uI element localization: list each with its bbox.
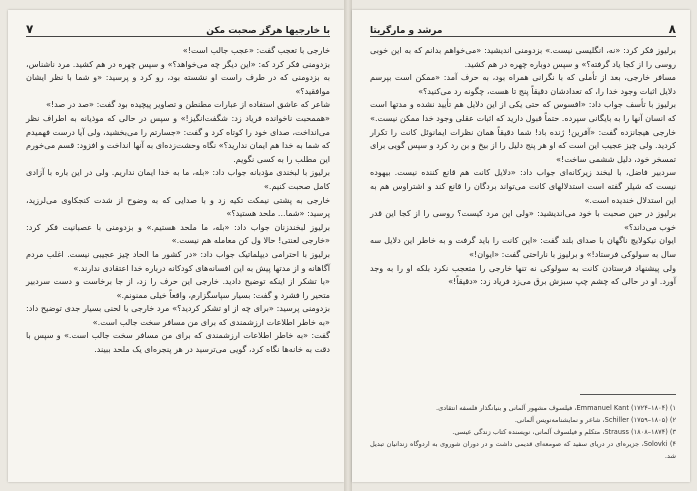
paragraph: برلیوز فکر کرد: «نه، انگلیسی نیست.» بزدومنی اندیشید: «می‌خواهم بدانم که به این خوبی روسی را از کجا یاد گرفته؟» و سپس دوباره چهره در هم کشید. [370, 45, 676, 69]
paragraph: بزدومنی پرسید: «برای چه از او تشکر کردید؟» مرد خارجی با لحنی بسیار جدی توضیح داد: «به خاطر اطلاعات ارزشمندی که برای من مسافر سخت جالب است.» [26, 303, 330, 327]
paragraph: «با تشکر از اینکه توضیح دادید. خارجی این حرف را زد، از جا برخاست و دست سردبیر متحیر را فشرد و گفت: بسیار سپاسگزارم، واقعاً خیلی ممنونم.» [26, 276, 330, 300]
right-page [352, 10, 690, 482]
footnote-separator [580, 394, 676, 395]
footnote: ۲) Schiller (۱۷۵۹–۱۸۰۵)، شاعر و نمایشنامه‌نویس آلمانی. [514, 416, 676, 424]
right-page-body [370, 44, 676, 289]
paragraph: خارجی هیجانزده گفت: «آفرین! ژنده باد! شما دقیقاً همان نظرات ایمانوئل کانت را تکرار کردید. ولی چیز عجیب این است که او هر پنج دلیل را از بیخ و بن رد کرد و سپس گویی برای تمسخر خود، دلیل ششمی ساخت!» [370, 126, 676, 164]
paragraph: سردبیر فاضل، با لبخند زیرکانه‌ای جواب داد: «دلایل کانت هم قانع کننده نیست. بیهوده نیست که شیلر گفته است استدلالهای کانت می‌تواند بردگان را قانع کند و اشتراوس هم به این استدلال خندیده است.» [370, 167, 676, 205]
paragraph: گفت: «به خاطر اطلاعات ارزشمندی که برای من مسافر سخت جالب است.» و سپس با دقت به خانه‌ها نگاه کرد، گویی می‌ترسید در هر پنجره‌ای یک ملحد ببیند. [26, 330, 330, 355]
right-page-number: ۸ [668, 22, 676, 36]
paragraph: «هممحبت ناخوانده فریاد زد: شگفت‌انگیز!» و سپس در حالی که موذیانه به اطراف نظر می‌انداخت، صدای خود را کوتاه کرد و گفت: «جسارتم را می‌بخشید، ولی آیا درست فهمیدم که شما به خدا هم ایمان ندارید؟» نگاه وحشت‌زده‌ای به آنها انداخت و افزود: قسم می‌خورم این مطلب را به کسی نگویم. [26, 112, 330, 164]
paragraph: بزدومنی فکر کرد که: «این دیگر چه می‌خواهد؟» و سپس چهره در هم کشید. مرد ناشناس، به بزدومنی که در طرف راست او نشسته بود، رو کرد و پرسید: «و شما با نظر ایشان موافقید؟» [26, 58, 330, 96]
book-gutter [344, 0, 352, 491]
paragraph: ایوان نیکولایچ ناگهان با صدای بلند گفت: «این کانت را باید گرفت و به خاطر این دلایل سه سال به سولوکی فرستاد!» و برلیوز با ناراحتی گفت: «ایوان!» [370, 235, 676, 259]
footnote: ۱) Emmanuel Kant (۱۷۲۴–۱۸۰۴)، فیلسوف مشهور آلمانی و بنیانگذار فلسفه انتقادی. [435, 404, 676, 412]
paragraph: برلیوز در حین صحبت با خود می‌اندیشید: «ولی این مرد کیست؟ روسی را از کجا این قدر خوب می‌داند؟» [370, 208, 676, 232]
footnote: ۴) Solovki، جزیره‌ای در دریای سفید که صومعه‌ای قدیمی داشت و در دوران شوروی به اردوگاه زندانیان تبدیل شد. [370, 440, 676, 460]
paragraph: شاعر که عاشق استفاده از عبارات مطنطن و تصاویر پیچیده بود گفت: «صد در صد!» [45, 99, 330, 110]
right-page-header [370, 20, 676, 37]
left-page-body [26, 44, 330, 357]
left-page-header [26, 20, 330, 37]
paragraph: برلیوز با احترامی دیپلماتیک جواب داد: «در کشور ما الحاد چیز عجیبی نیست. اغلب مردم آگاهانه و از مدتها پیش به این افسانه‌های کودکانه درباره خدا اعتقادی ندارند.» [26, 248, 330, 273]
paragraph: ولی پیشنهاد فرستادن کانت به سولوکی نه تنها خارجی را متعجب نکرد بلکه او را به وجد آورد. او در حالی که چشم چپ سبزش برق می‌زد فریاد زد: «دقیقاً!» [370, 262, 676, 287]
paragraph: برلیوز لبخندزنان جواب داد: «بله، ما ملحد هستیم.» و بزدومنی با عصبانیت فکر کرد: «خارجی لعنتی! حالا ول کن معامله هم نیست.» [26, 221, 330, 246]
paragraph: برلیوز با تأسف جواب داد: «افسوس که حتی یکی از این دلایل هم تأیید نشده و مدتها است که انسان آنها را به بایگانی سپرده. حتماً قبول دارید که اثبات عقلی وجود خدا ممکن نیست.» [370, 99, 676, 123]
right-page-running-title: مرشد و مارگریتا [370, 26, 443, 36]
left-page-number: ۷ [26, 22, 34, 36]
paragraph: خارجی به پشتی نیمکت تکیه زد و با صدایی که به وضوح از شدت کنجکاوی می‌لرزید، پرسید: «شما... ملحد هستید؟» [26, 194, 330, 219]
paragraph: خارجی با تعجب گفت: «عجب جالب است!» [182, 45, 330, 55]
paragraph: برلیوز با لبخندی مؤدبانه جواب داد: «بله، ما به خدا ایمان نداریم. ولی در این باره با آزادی کامل صحبت کنیم.» [26, 167, 330, 191]
footnotes [370, 402, 676, 462]
paragraph: مسافر خارجی، بعد از تأملی که با نگرانی همراه بود، به حرف آمد: «ممکن است بپرسم دلایل اثبات وجود خدا را، که تعدادشان دقیقاً پنج تا هست، چگونه رد می‌کنید؟» [370, 72, 676, 96]
left-page [8, 10, 344, 482]
left-page-running-title: با خارجیها هرگز صحبت مکن [206, 26, 330, 36]
footnote: ۳) Strauss (۱۸۰۸–۱۸۷۴)، متکلم و فیلسوف آلمانی، نویسنده کتاب زندگی عیسی. [452, 428, 676, 436]
